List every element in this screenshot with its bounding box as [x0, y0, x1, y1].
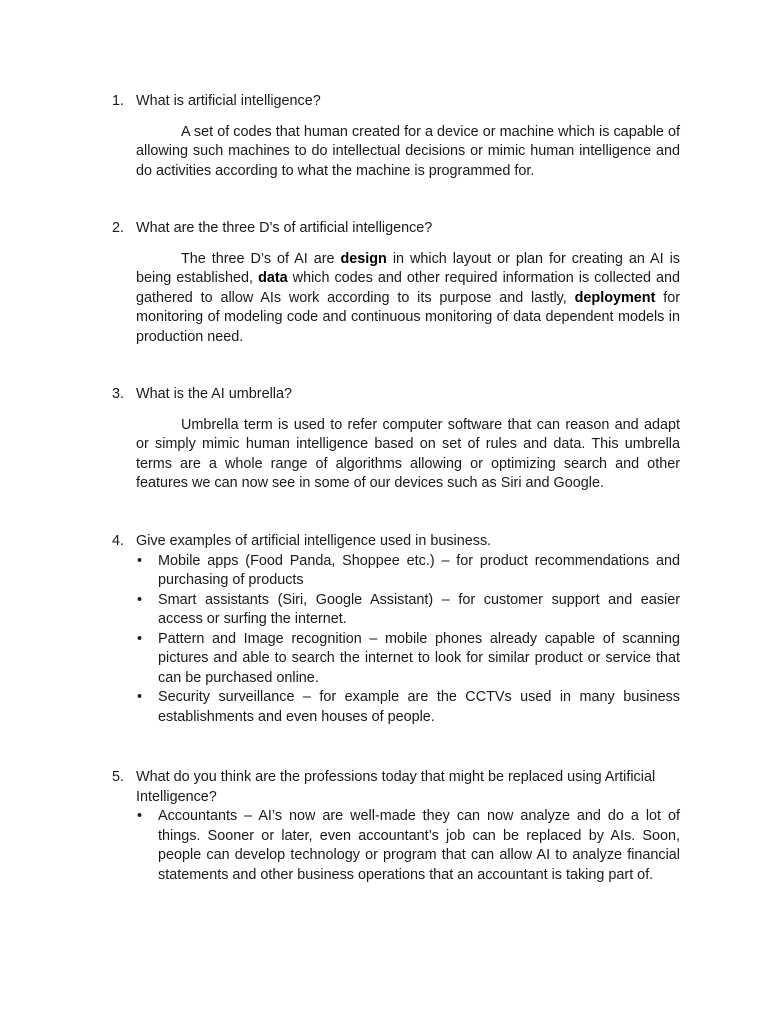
- bullet-list: [136, 552, 680, 728]
- question-heading: [112, 532, 680, 552]
- question-heading: [112, 92, 680, 112]
- answer-paragraph: A set of codes that human created for a device or machine which is capable of allowing such machines to do intellectual decisions or mimic human intelligence and do activities according to what the machine is programmed for.: [136, 123, 680, 179]
- answer-paragraph: Umbrella term is used to refer computer software that can reason and adapt or simply mimic human intelligence based on set of rules and data. This umbrella terms are a whole range of algorithms allowing or optimizing search and other features we can now see in some of our devices such as Siri and Google.: [136, 416, 680, 491]
- question-heading: [112, 219, 680, 239]
- question-text: Give examples of artificial intelligence used in business.: [136, 533, 492, 549]
- answer-text: in which layout or plan for creating an AI is being established,: [136, 250, 680, 286]
- question-text: What do you think are the professions today that might be replaced using Artificial Intelligence?: [136, 769, 656, 805]
- question-number: 4.: [112, 533, 125, 549]
- question-2: [112, 219, 680, 347]
- bullet-item: • Security surveillance – for example are the CCTVs used in many business establishments and even houses of people.: [136, 688, 680, 727]
- question-number: 1.: [112, 93, 125, 109]
- term-design: design: [340, 250, 387, 267]
- bullet-item: • Accountants – AI’s now are well-made they can now analyze and do a lot of things. Sooner or later, even accountant’s job can be replaced by AIs. Soon, people can develop technology or program that can allow AI to analyze financial statements and other business operations that an accountant is taking part of.: [136, 807, 680, 885]
- question-3: [112, 385, 680, 494]
- question-text: What is the AI umbrella?: [136, 386, 292, 402]
- answer-paragraph: [136, 250, 680, 348]
- answer-text: for monitoring of modeling code and continuous monitoring of data dependent models in production need.: [136, 289, 680, 345]
- bullet-list: [136, 807, 680, 885]
- question-text: What are the three D's of artificial intelligence?: [136, 220, 433, 236]
- answer-text: which codes and other required information is collected and gathered to allow AIs work according to its purpose and lastly,: [136, 270, 681, 306]
- term-data: data: [258, 270, 288, 286]
- question-5: [112, 768, 680, 885]
- question-1: [112, 92, 680, 181]
- question-number: 3.: [112, 386, 125, 402]
- term-deployment: deployment: [574, 289, 656, 306]
- bullet-item: • Pattern and Image recognition – mobile phones already capable of scanning pictures and able to search the internet to look for similar product or service that can be purchased online.: [136, 630, 680, 689]
- question-4: [112, 532, 680, 727]
- question-number: 2.: [112, 220, 125, 236]
- bullet-item: • Mobile apps (Food Panda, Shoppee etc.) – for product recommendations and purchasing of products: [136, 552, 680, 591]
- question-heading: [112, 385, 680, 405]
- question-heading: [112, 768, 680, 807]
- question-number: 5.: [112, 769, 125, 785]
- question-text: What is artificial intelligence?: [136, 93, 321, 109]
- answer-text: The three D’s of AI are: [181, 250, 341, 267]
- bullet-item: • Smart assistants (Siri, Google Assistant) – for customer support and easier access or surfing the internet.: [136, 591, 680, 630]
